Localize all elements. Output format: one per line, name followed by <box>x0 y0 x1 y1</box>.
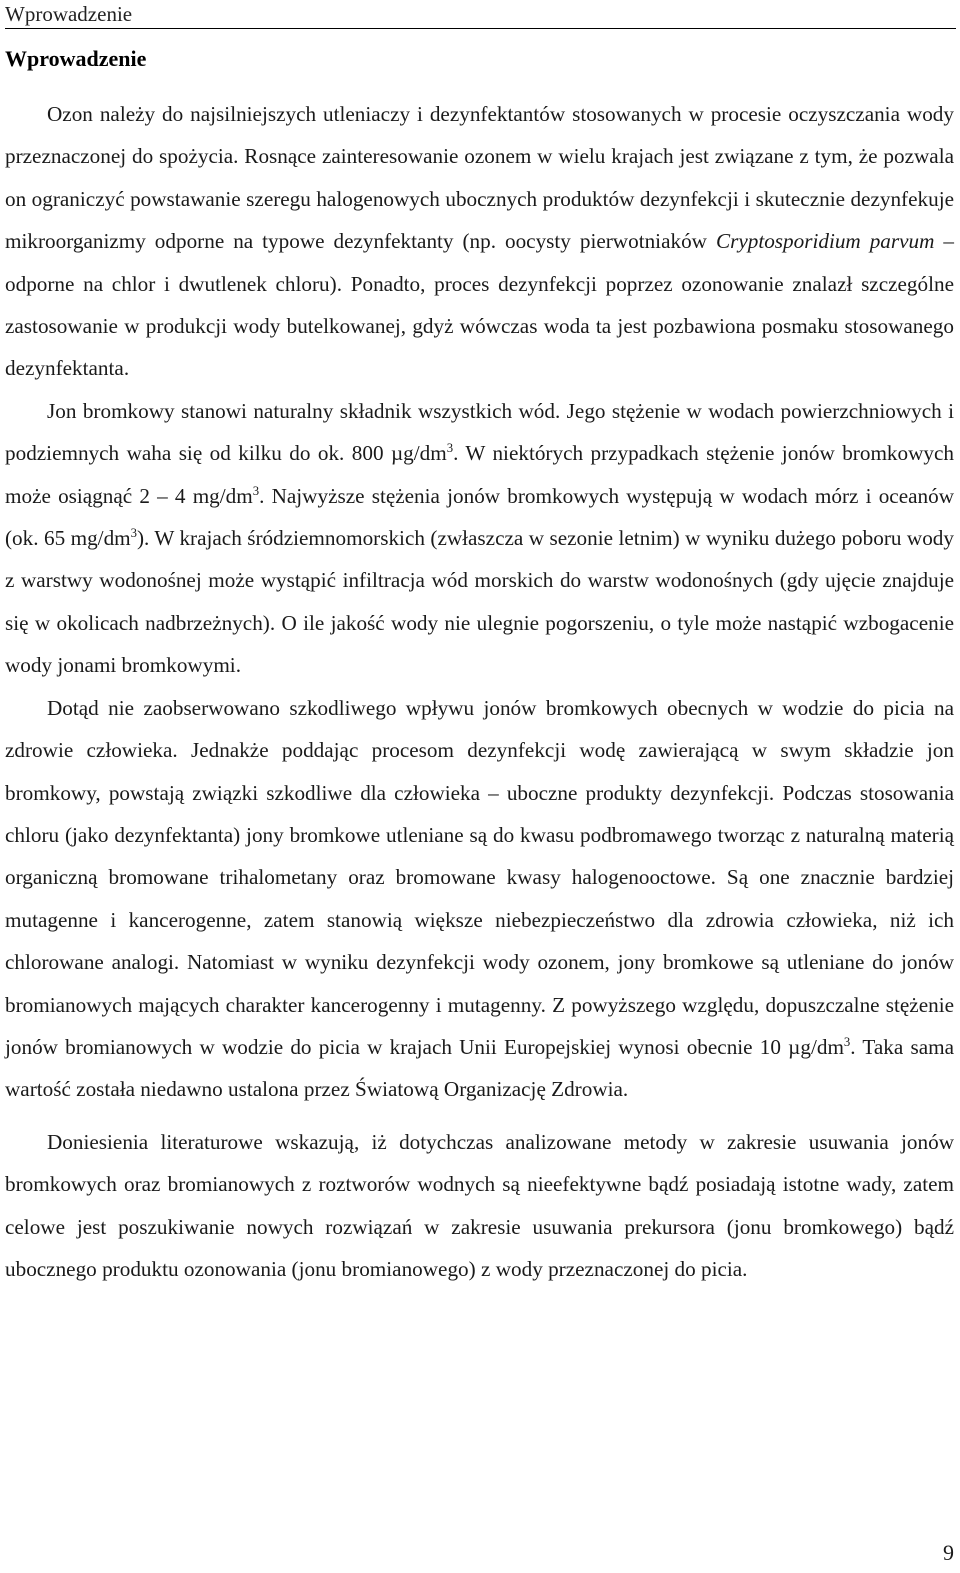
paragraph-health-effects <box>5 687 954 1111</box>
paragraph-ozone-intro <box>5 93 954 390</box>
paragraph-text: . Najwyższe stężenia jonów bromkowych występują w wodach mórz i oceanów (ok. 65 mg/dm <box>5 483 954 551</box>
paragraph-text: Dotąd nie zaobserwowano szkodliwego wpływu jonów bromkowych obecnych w wodzie do picia na zdrowie człowieka. Jednakże poddając procesom dezynfekcji wodę zawierającą w swym składzie jon bromkowy, powstają związki szkodliwe dla człowieka – uboczne produkty dezynfekcji. Podczas stosowania chloru (jako dezynfektanta) jony bromkowe utleniane są do kwasu podbromawego tworząc z naturalną materią organiczną bromowane trihalometany oraz bromowane kwasy halogenooctowe. Są one znacznie bardziej mutagenne i kancerogenne, zatem stanowią większe niebezpieczeństwo dla zdrowia człowieka, niż ich chlorowane analogi. Natomiast w wyniku dezynfekcji wody ozonem, jony bromkowe są utleniane do jonów bromianowych mających charakter kancerogenny i mutagenny. Z powyższego względu, dopuszczalne stężenie jonów bromianowych w wodzie do picia w krajach Unii Europejskiej wynosi obecnie 10 µg/dm <box>5 695 954 1059</box>
running-header-title: Wprowadzenie <box>5 2 133 26</box>
paragraph-text: ). W krajach śródziemnomorskich (zwłaszcza w sezonie letnim) w wyniku dużego poboru wody z warstwy wodonośnej może wystąpić infiltracja wód morskich do warstw wodonośnych (gdy ujęcie znajduje się w okolicach nadbrzeżnych). O ile jakość wody nie ulegnie pogorszeniu, o tyle może nastąpić wzbogacenie wody jonami bromkowymi. <box>5 526 954 678</box>
paragraph-text: Doniesienia literaturowe wskazują, iż dotychczas analizowane metody w zakresie usuwania jonów bromkowych oraz bromianowych z roztworów wodnych są nieefektywne bądź posiadają istotne wady, zatem celowe jest poszukiwanie nowych rozwiązań w zakresie usuwania prekursora (jonu bromkowego) bądź ubocznego produktu ozonowania (jonu bromianowego) z wody przeznaczonej do picia. <box>5 1129 954 1281</box>
paragraph-text: – odporne na chlor i dwutlenek chloru). Ponadto, proces dezynfekcji poprzez ozonowanie znalazł szczególne zastosowanie w produkcji wody butelkowanej, gdyż wówczas woda ta jest pozbawiona posmaku stosowanego dezynfektanta. <box>5 229 954 381</box>
paragraph-text: . W niektórych przypadkach stężenie jonów bromkowych może osiągnąć 2 – 4 mg/dm <box>5 441 955 508</box>
superscript: 3 <box>252 483 260 498</box>
page-number: 9 <box>943 1540 954 1565</box>
species-name: Cryptosporidium parvum <box>715 229 935 254</box>
paragraph-bromide-ion <box>5 390 954 687</box>
body-text <box>5 93 954 1290</box>
paragraph-text: Jon bromkowy stanowi naturalny składnik wszystkich wód. Jego stężenie w wodach powierzchniowych i podziemnych waha się od kilku do ok. 800 µg/dm <box>5 398 954 466</box>
superscript: 3 <box>130 526 137 540</box>
section-heading: Wprowadzenie <box>5 46 147 71</box>
running-header <box>5 0 956 29</box>
paragraph-text: . Taka sama wartość została niedawno ustalona przez Światową Organizację Zdrowia. <box>5 1034 954 1102</box>
superscript: 3 <box>843 1034 851 1049</box>
superscript: 3 <box>446 441 454 456</box>
paragraph-literature <box>5 1121 954 1291</box>
paragraph-text: Ozon należy do najsilniejszych utleniaczy i dezynfektantów stosowanych w procesie oczyszczania wody przeznaczonej do spożycia. Rosnące zainteresowanie ozonem w wielu krajach jest związane z tym, że pozwala on ograniczyć powstawanie szeregu halogenowych ubocznych produktów dezynfekcji i skutecznie dezynfekuje mikroorganizmy odporne na typowe dezynfektanty (np. oocysty pierwotniaków <box>5 102 954 254</box>
